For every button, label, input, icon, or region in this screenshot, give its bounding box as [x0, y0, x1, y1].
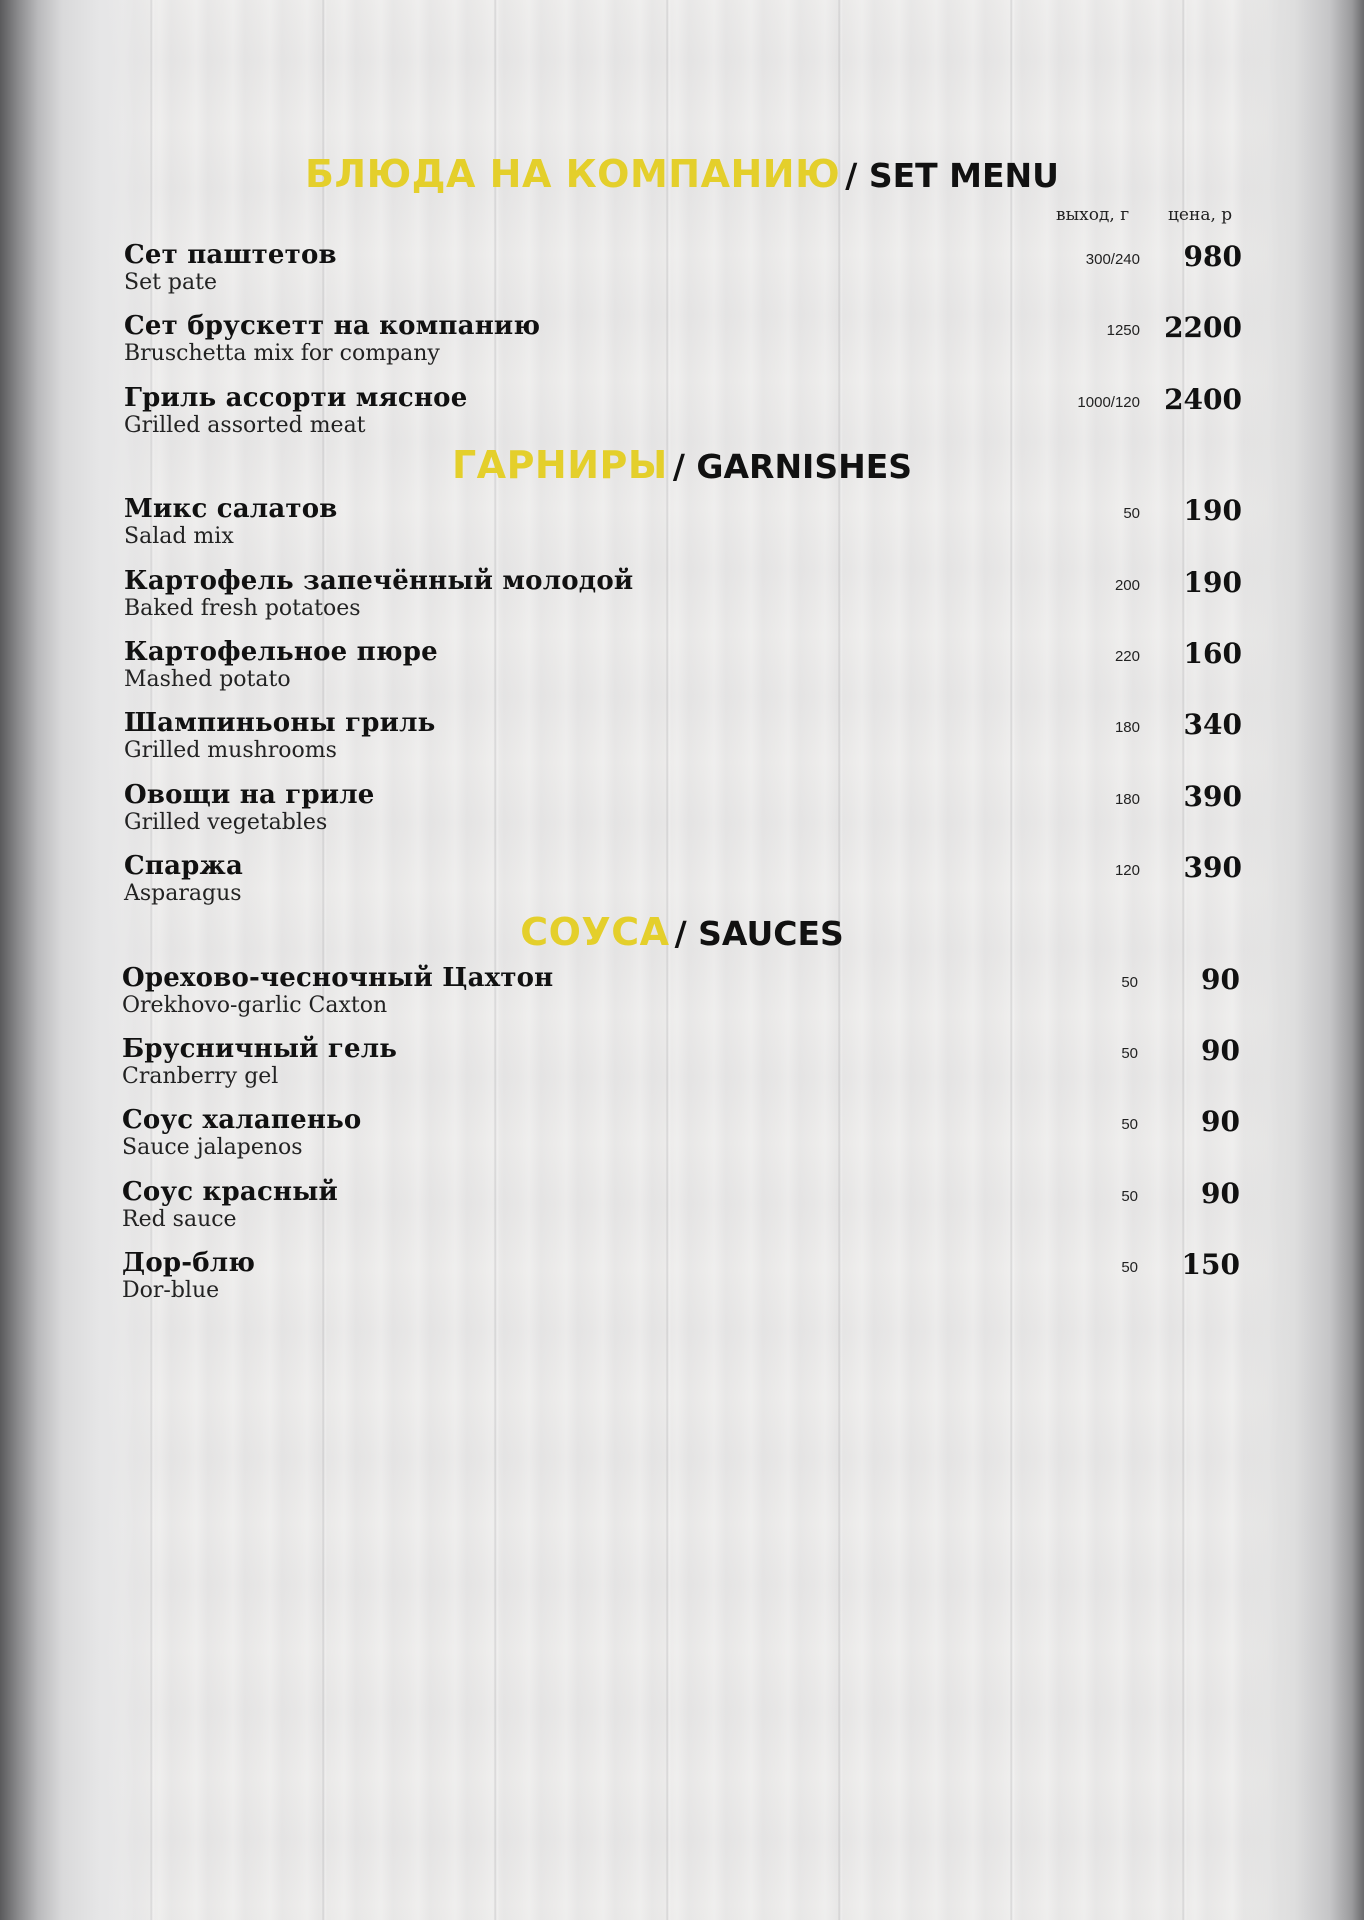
item-price: 150 — [1181, 1248, 1240, 1281]
menu-item — [124, 708, 1242, 768]
menu-item — [124, 240, 1242, 300]
column-header-price: цена, р — [1168, 205, 1233, 225]
item-name-ru: Соус красный — [122, 1177, 338, 1207]
menu-item — [124, 780, 1242, 840]
section-title-en: / SET MENU — [845, 156, 1059, 195]
section-title-set-menu — [0, 152, 1364, 196]
item-price: 160 — [1183, 637, 1242, 670]
item-name-ru: Дор-блю — [122, 1248, 256, 1278]
menu-item — [124, 494, 1242, 554]
item-name-en: Set pate — [124, 270, 217, 295]
item-name-ru: Орехово-чесночный Цахтон — [122, 963, 554, 993]
menu-item — [122, 1177, 1240, 1237]
item-name-en: Salad mix — [124, 524, 234, 549]
item-name-ru: Картофельное пюре — [124, 637, 438, 667]
section-title-ru: ГАРНИРЫ — [451, 443, 668, 487]
item-weight: 200 — [1114, 577, 1140, 594]
item-weight: 50 — [1121, 1045, 1138, 1062]
item-name-en: Red sauce — [122, 1207, 237, 1232]
item-price: 2200 — [1164, 311, 1242, 344]
item-name-en: Bruschetta mix for company — [124, 341, 440, 366]
menu-item — [124, 637, 1242, 697]
item-name-ru: Шампиньоны гриль — [124, 708, 436, 738]
section-title-ru: СОУСА — [520, 910, 670, 954]
item-weight: 1000/120 — [1077, 394, 1140, 411]
item-name-ru: Гриль ассорти мясное — [124, 383, 468, 413]
item-name-en: Cranberry gel — [122, 1064, 279, 1089]
item-weight: 180 — [1114, 719, 1140, 736]
item-weight: 50 — [1121, 1188, 1138, 1205]
menu-item — [124, 311, 1242, 371]
item-weight: 50 — [1121, 1116, 1138, 1133]
column-header-weight: выход, г — [1056, 205, 1130, 225]
section-title-en: / SAUCES — [674, 914, 844, 953]
menu-item — [122, 1034, 1240, 1094]
item-price: 90 — [1201, 1105, 1240, 1138]
section-title-ru: БЛЮДА НА КОМПАНИЮ — [305, 152, 841, 196]
item-name-ru: Микс салатов — [124, 494, 338, 524]
item-name-en: Grilled vegetables — [124, 810, 328, 835]
item-weight: 1250 — [1106, 322, 1140, 339]
item-name-ru: Спаржа — [124, 851, 244, 881]
item-name-ru: Брусничный гель — [122, 1034, 398, 1064]
menu-item — [124, 851, 1242, 911]
item-name-en: Orekhovo-garlic Caxton — [122, 993, 388, 1018]
item-weight: 50 — [1123, 505, 1140, 522]
item-price: 90 — [1201, 1034, 1240, 1067]
item-price: 980 — [1183, 240, 1242, 273]
menu-item — [122, 963, 1240, 1023]
section-title-sauces — [0, 910, 1364, 954]
item-name-ru: Сет паштетов — [124, 240, 337, 270]
item-name-en: Baked fresh potatoes — [124, 596, 361, 621]
menu-item — [122, 1105, 1240, 1165]
item-price: 190 — [1183, 566, 1242, 599]
section-title-en: / GARNISHES — [672, 447, 913, 486]
item-name-en: Sauce jalapenos — [122, 1135, 303, 1160]
item-price: 340 — [1183, 708, 1242, 741]
menu-item — [124, 566, 1242, 626]
item-weight: 50 — [1121, 974, 1138, 991]
item-price: 2400 — [1164, 383, 1242, 416]
item-price: 390 — [1183, 851, 1242, 884]
item-price: 190 — [1183, 494, 1242, 527]
item-weight: 50 — [1121, 1259, 1138, 1276]
item-price: 90 — [1201, 963, 1240, 996]
item-price: 90 — [1201, 1177, 1240, 1210]
item-weight: 120 — [1114, 862, 1140, 879]
item-weight: 180 — [1114, 791, 1140, 808]
menu-item — [122, 1248, 1240, 1308]
item-name-en: Dor-blue — [122, 1278, 220, 1303]
item-name-en: Mashed potato — [124, 667, 291, 692]
menu-item — [124, 383, 1242, 443]
item-name-en: Grilled mushrooms — [124, 738, 337, 763]
item-weight: 300/240 — [1085, 251, 1140, 268]
item-name-ru: Картофель запечённый молодой — [124, 566, 634, 596]
item-name-ru: Сет брускетт на компанию — [124, 311, 541, 341]
item-name-ru: Соус халапеньо — [122, 1105, 362, 1135]
item-price: 390 — [1183, 780, 1242, 813]
section-title-garnishes — [0, 443, 1364, 487]
item-weight: 220 — [1114, 648, 1140, 665]
item-name-ru: Овощи на гриле — [124, 780, 375, 810]
item-name-en: Grilled assorted meat — [124, 413, 366, 438]
item-name-en: Asparagus — [124, 881, 242, 906]
